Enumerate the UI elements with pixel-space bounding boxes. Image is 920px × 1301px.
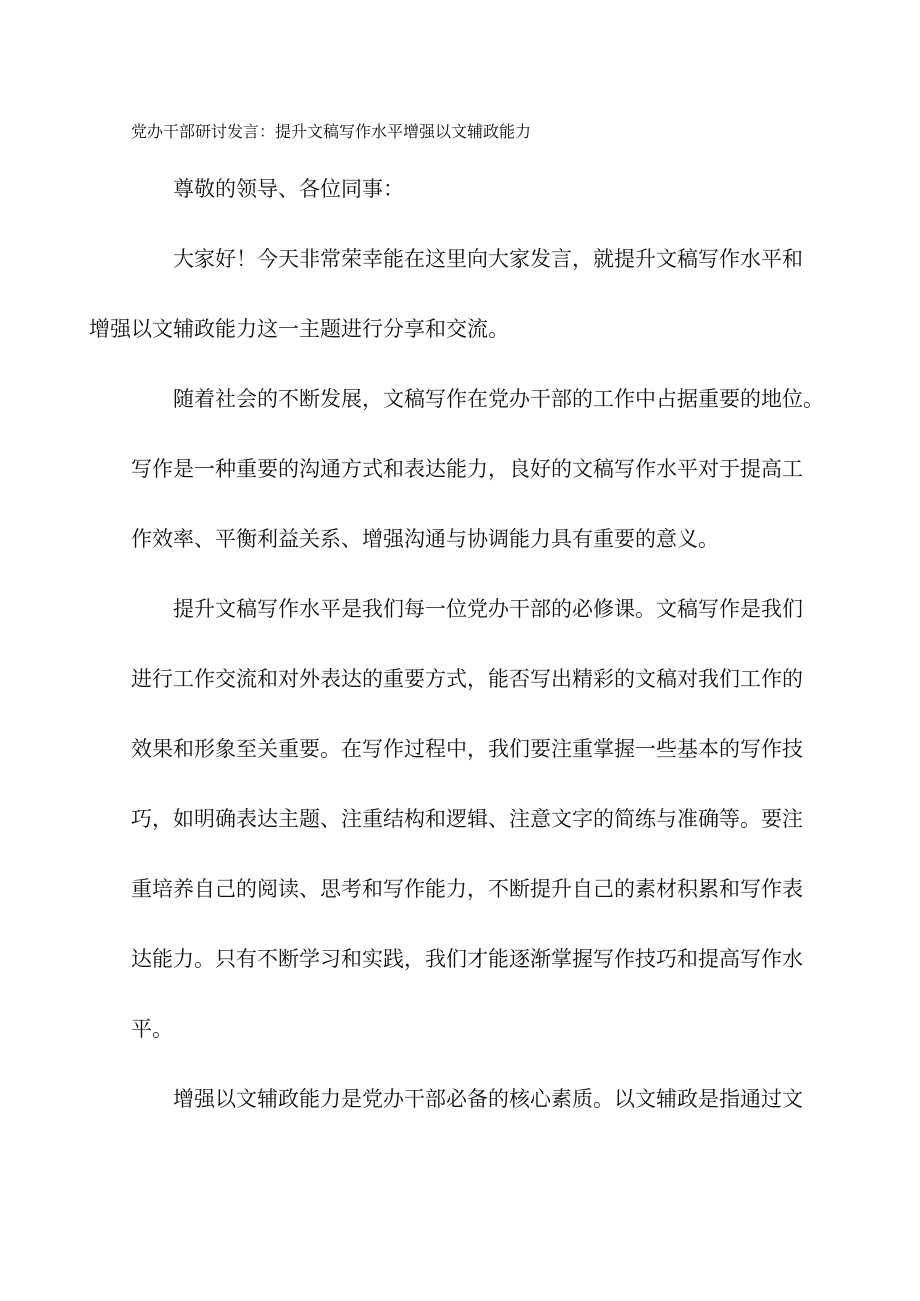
paragraph-writing-skills xyxy=(131,592,803,1046)
text-line: 重培养自己的阅读、思考和写作能力，不断提升自己的素材积累和写作表 xyxy=(131,877,803,901)
text-line: 增强以文辅政能力是党办干部必备的核心素质。以文辅政是指通过文 xyxy=(173,1087,803,1111)
text-line: 达能力。只有不断学习和实践，我们才能逐渐掌握写作技巧和提高写作水 xyxy=(131,947,803,971)
text-line: 进行工作交流和对外表达的重要方式，能否写出精彩的文稿对我们工作的 xyxy=(131,667,803,691)
text-line: 写作是一种重要的沟通方式和表达能力，良好的文稿写作水平对于提高工 xyxy=(131,457,803,481)
text-line: 平。 xyxy=(131,1017,173,1041)
text-line: 尊敬的领导、各位同事： xyxy=(173,177,404,201)
text-line: 效果和形象至关重要。在写作过程中，我们要注重掌握一些基本的写作技 xyxy=(131,737,803,761)
paragraph-importance xyxy=(131,382,824,556)
text-line: 巧，如明确表达主题、注重结构和逻辑、注意文字的简练与准确等。要注 xyxy=(131,807,803,831)
paragraph-salutation xyxy=(131,172,791,206)
document-title: 党办干部研讨发言：提升文稿写作水平增强以文辅政能力 xyxy=(131,122,532,141)
document-body xyxy=(89,172,824,1152)
paragraph-assist-governance xyxy=(131,1082,803,1116)
text-line: 提升文稿写作水平是我们每一位党办干部的必修课。文稿写作是我们 xyxy=(173,597,803,621)
text-line: 大家好！今天非常荣幸能在这里向大家发言，就提升文稿写作水平和 xyxy=(173,247,803,271)
paragraph-greeting xyxy=(89,242,803,346)
text-line: 随着社会的不断发展，文稿写作在党办干部的工作中占据重要的地位。 xyxy=(173,387,824,411)
text-line: 作效率、平衡利益关系、增强沟通与协调能力具有重要的意义。 xyxy=(131,527,719,551)
text-line: 增强以文辅政能力这一主题进行分享和交流。 xyxy=(89,317,509,341)
